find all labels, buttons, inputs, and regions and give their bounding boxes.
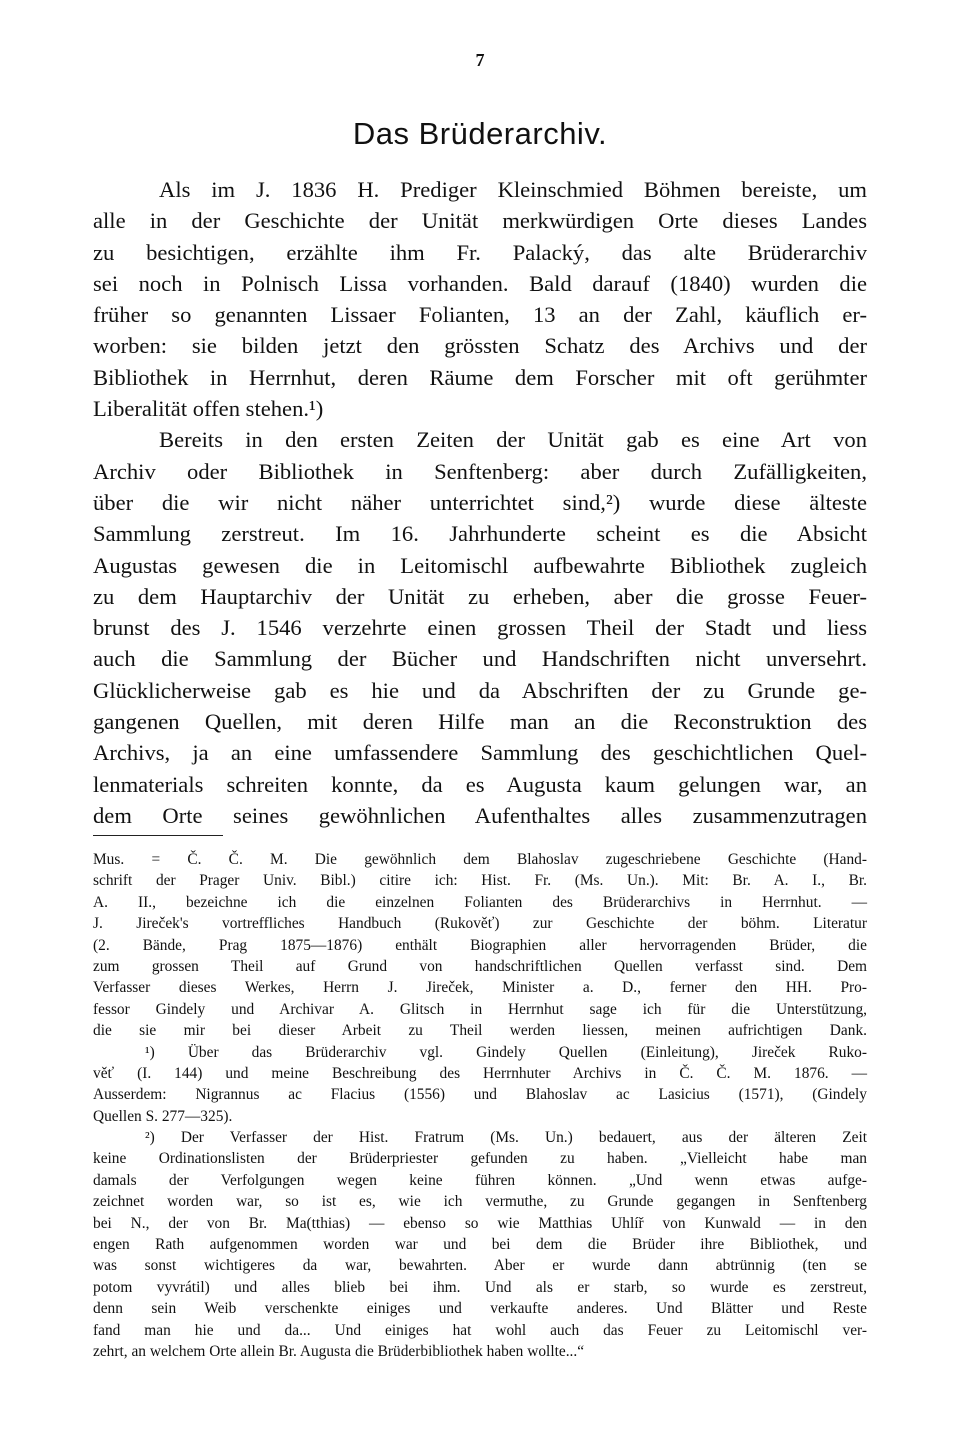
footnote-line: ²) Der Verfasser der Hist. Fratrum (Ms. Un.) bedauert, aus der älteren Zeit bbox=[145, 1129, 867, 1147]
footnote-divider bbox=[93, 835, 223, 836]
main-text-line: worben: sie bilden jetzt den grössten Schatz des Archivs und der bbox=[93, 333, 867, 359]
main-text-line: Liberalität offen stehen.¹) bbox=[93, 396, 324, 422]
footnote-line: A. II., bezeichne ich die einzelnen Folianten des Brüderarchivs in Herrnhut. — bbox=[93, 893, 867, 911]
page-number: 7 bbox=[475, 50, 485, 70]
footnote-line: keine Ordinationslisten der Brüderpriester gefunden zu haben. „Vielleicht habe man bbox=[93, 1150, 867, 1168]
footnote-line: damals der Verfolgungen wegen keine führen können. „Und wenn etwas aufge- bbox=[93, 1171, 867, 1189]
main-text-line: lenmaterials schreiten konnte, da es Augusta kaum gelungen war, an bbox=[93, 771, 867, 797]
main-text-line: Bereits in den ersten Zeiten der Unität gab es eine Art von bbox=[159, 427, 867, 453]
footnote-line: fand man hie und da... Und einiges hat wohl auch das Feuer zu Leitomischl ver- bbox=[93, 1321, 867, 1339]
footnote-line: die sie mir bei dieser Arbeit zu Theil werden liessen, meinen aufrichtigen Dank. bbox=[93, 1022, 867, 1040]
footnote-line: (2. Bände, Prag 1875—1876) enthält Biographien aller hervorragenden Brüder, die bbox=[93, 936, 867, 954]
footnote-line: potom vyvrátil) und alles blieb bei ihm. Und als er starb, so wurde es zerstreut, bbox=[93, 1278, 867, 1296]
main-text-line: Glücklicherweise gab es hie und da Abschriften der zu Grunde ge- bbox=[93, 677, 867, 703]
main-text-line: dem Orte seines gewöhnlichen Aufenthaltes alles zusammenzutragen bbox=[93, 802, 867, 828]
footnote-line: was sonst wichtigeres da war, bewahrten. Aber er wurde dann abtrünnig (ten se bbox=[93, 1257, 867, 1275]
main-text-line: Sammlung zerstreut. Im 16. Jahrhunderte scheint es die Absicht bbox=[93, 521, 867, 547]
footnote-line: denn sein Weib verschenkte einiges und verkaufte anderes. Und Blätter und Reste bbox=[93, 1300, 867, 1318]
main-text-line: Als im J. 1836 H. Prediger Kleinschmied Böhmen bereiste, um bbox=[159, 177, 867, 202]
footnote-line: zehrt, an welchem Orte allein Br. Augusta die Brüderbibliothek haben wollte...“ bbox=[93, 1342, 585, 1360]
footnote-line: schrift der Prager Univ. Bibl.) citire ich: Hist. Fr. (Ms. Un.). Mit: Br. A. I., Br. bbox=[93, 872, 867, 890]
footnotes bbox=[93, 849, 867, 1362]
footnote-line: engen Rath aufgenommen worden war und bei dem die Brüder ihre Bibliothek, und bbox=[93, 1236, 867, 1254]
footnote-line: fessor Gindely und Archivar A. Glitsch in Herrnhut sage ich für die Unterstützung, bbox=[93, 1000, 867, 1018]
main-text-line: Augustas gewesen die in Leitomischl aufbewahrte Bibliothek zugleich bbox=[93, 552, 867, 578]
main-text-line: sei noch in Polnisch Lissa vorhanden. Bald darauf (1840) wurden die bbox=[93, 270, 867, 296]
footnote-line: zeichnet worden war, so ist es, wie ich vermuthe, zu Grunde gegangen in Senftenberg bbox=[93, 1193, 867, 1211]
chapter-title: Das Brüderarchiv. bbox=[352, 116, 608, 151]
footnote-line: bei N., der von Br. Ma(tthias) — ebenso so wie Matthias Uhlíř von Kunwald — in den bbox=[93, 1214, 867, 1232]
footnote-line: věť (I. 144) und meine Beschreibung des Herrnhuter Archivs in Č. Č. M. 1876. — bbox=[93, 1064, 867, 1082]
footnote-line: Mus. = Č. Č. M. Die gewöhnlich dem Blahoslav zugeschriebene Geschichte (Hand- bbox=[93, 851, 867, 868]
footnote-line: Ausserdem: Nigrannus ac Flacius (1556) und Blahoslav ac Lasicius (1571), (Gindely bbox=[93, 1086, 867, 1104]
footnote-line: J. Jireček's vortreffliches Handbuch (Rukověť) zur Geschichte der böhm. Literatur bbox=[93, 915, 867, 933]
footnote-line: Verfasser dieses Werkes, Herrn J. Jireček, Minister a. D., ferner den HH. Pro- bbox=[93, 979, 867, 997]
main-text-line: Archivs, ja an eine umfassendere Sammlung des geschichtlichen Quel- bbox=[93, 740, 867, 766]
main-text-line: früher so genannten Lissaer Folianten, 13 an der Zahl, käuflich er- bbox=[93, 302, 867, 328]
main-text-line: gangenen Quellen, mit deren Hilfe man an die Reconstruktion des bbox=[93, 709, 867, 735]
main-text bbox=[93, 174, 867, 831]
footnote-line: ¹) Über das Brüderarchiv vgl. Gindely Quellen (Einleitung), Jireček Ruko- bbox=[145, 1043, 867, 1061]
main-text-line: brunst des J. 1546 verzehrte einen grossen Theil der Stadt und liess bbox=[93, 615, 867, 641]
main-text-line: über die wir nicht näher unterrichtet sind,²) wurde diese älteste bbox=[93, 489, 867, 515]
main-text-line: Archiv oder Bibliothek in Senftenberg: aber durch Zufälligkeiten, bbox=[93, 458, 867, 484]
main-text-line: Bibliothek in Herrnhut, deren Räume dem Forscher mit oft gerühmter bbox=[93, 364, 867, 390]
main-text-line: zu besichtigen, erzählte ihm Fr. Palacký, das alte Brüderarchiv bbox=[93, 239, 867, 265]
main-text-line: alle in der Geschichte der Unität merkwürdigen Orte dieses Landes bbox=[93, 208, 867, 234]
footnote-line: Quellen S. 277—325). bbox=[93, 1107, 233, 1125]
main-text-line: zu dem Hauptarchiv der Unität zu erheben, aber die grosse Feuer- bbox=[93, 583, 867, 609]
footnote-line: zum grossen Theil auf Grund von handschriftlichen Quellen verfasst sind. Dem bbox=[93, 957, 867, 975]
main-text-line: auch die Sammlung der Bücher und Handschriften nicht unversehrt. bbox=[93, 646, 867, 672]
